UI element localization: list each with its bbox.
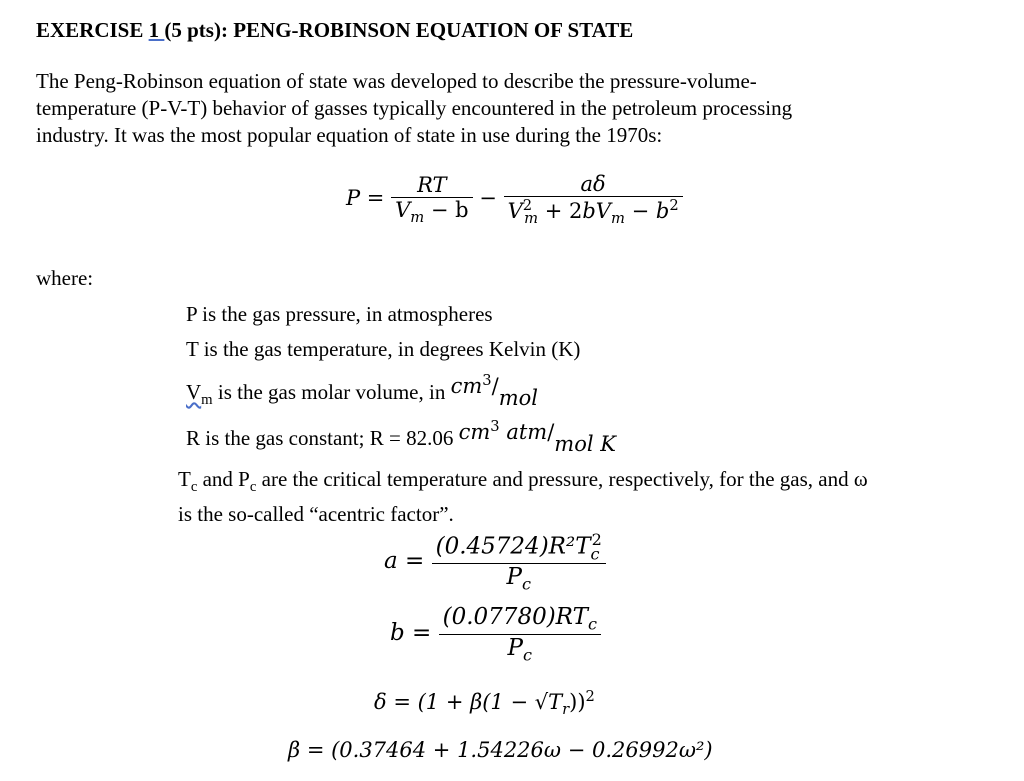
vm-v: V (395, 198, 411, 222)
intro-paragraph (36, 68, 792, 149)
def-pressure: P is the gas pressure, in atmospheres (186, 302, 493, 326)
b-fraction (439, 604, 601, 664)
pr-term2 (504, 172, 683, 227)
vm-desc: is the gas molar volume, in (212, 380, 451, 404)
critical-paragraph (178, 466, 868, 528)
where-label: where: (36, 266, 94, 290)
title-prefix: EXERCISE (36, 18, 149, 42)
def-gas-constant (186, 418, 616, 456)
r-desc: R is the gas constant; R = 82.06 (186, 426, 459, 450)
critical-desc: are the critical temperature and pressure, respectively, for the gas, and ω (256, 467, 868, 491)
b-num: $(0.07780)RT_c$ (442, 604, 597, 634)
b-num-text: (0.07780)RT (442, 604, 588, 630)
pr-equation (346, 172, 683, 227)
def-molar-volume (186, 372, 538, 410)
pr-minus: − (479, 186, 497, 211)
delta-text: δ = (1 + β(1 − √T (374, 690, 563, 714)
a-fraction (432, 530, 606, 594)
intro-line-1: The Peng-Robinson equation of state was developed to describe the pressure-volume- (36, 69, 757, 93)
beta-equation: β = (0.37464 + 1.54226ω − 0.26992ω²) (288, 738, 713, 762)
a-num-text: (0.45724)R²T (435, 533, 591, 560)
exercise-title (36, 18, 633, 43)
a-den: $P_c$ (432, 563, 606, 594)
intro-line-2: temperature (P-V-T) behavior of gasses typically encountered in the petroleum processing (36, 96, 793, 120)
title-number: 1 (148, 18, 165, 42)
a-equation (384, 530, 606, 594)
a-lhs: a = (384, 547, 425, 574)
vm-sym-text: V (186, 380, 202, 404)
title-rest: (5 pts): PENG-ROBINSON EQUATION OF STATE (164, 18, 634, 42)
pr-term1 (391, 173, 473, 226)
intro-line-3: industry. It was the most popular equation of state in use during the 1970s: (36, 123, 663, 147)
vm-units: $cm^3$/mol (450, 372, 538, 410)
pr-term1-num: RT (417, 173, 447, 197)
b-equation (390, 604, 601, 664)
vm-symbol (186, 380, 213, 409)
critical-line-2: is the so-called “acentric factor”. (178, 502, 454, 527)
r-units: $cm^3$ atm/mol K (458, 418, 616, 456)
pr-term2-num: aδ (580, 172, 606, 196)
delta-equation: $\delta = (1 + \beta(1 - √T_r))^2$ (374, 688, 595, 719)
pr-term1-den: $V_m - b$ (391, 197, 473, 226)
def-temperature: T is the gas temperature, in degrees Kelvin (K) (186, 337, 581, 361)
pc-p: and P (197, 467, 250, 491)
critical-line-1: $T_c$ and $P_c$ are the critical temperature and pressure, respectively, for the gas, and ω (178, 467, 868, 496)
vm-sub-text: m (201, 392, 213, 409)
tc-t: T (178, 467, 191, 491)
b-den: $P_c$ (439, 634, 601, 665)
b-lhs: b = (390, 620, 432, 647)
pr-lhs: P = (346, 186, 385, 211)
b-den-text: P (507, 634, 524, 661)
pr-term2-den: $V^2_m + 2bV_m - b^2$ (504, 196, 683, 227)
a-den-text: P (506, 564, 522, 591)
a-num: $(0.45724)R^2T_c^2$ (435, 530, 602, 564)
